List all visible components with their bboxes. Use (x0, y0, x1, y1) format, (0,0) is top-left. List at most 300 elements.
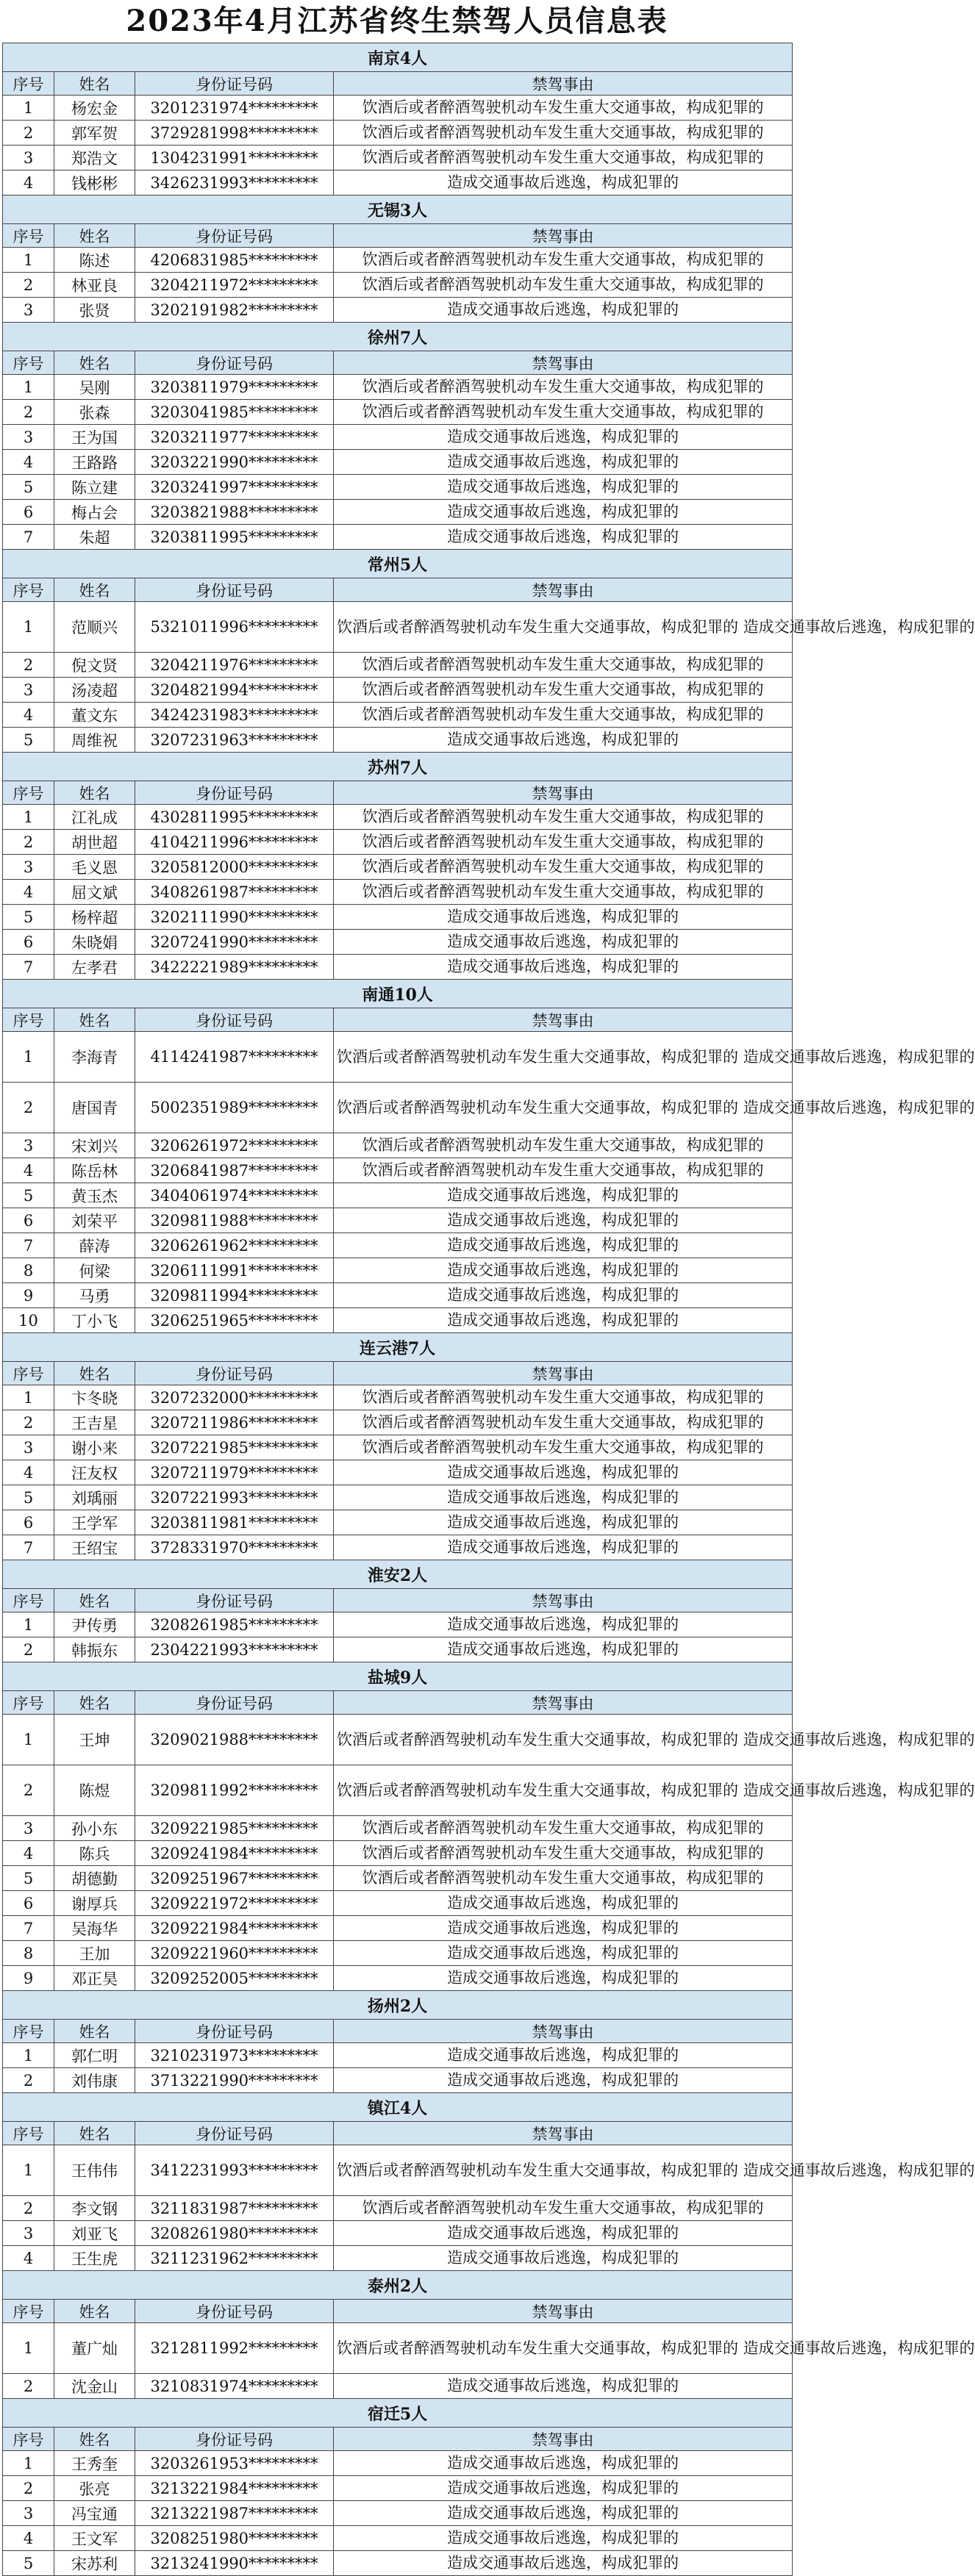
cell-reason: 造成交通事故后逃逸，构成犯罪的 (334, 450, 793, 475)
table-row (3, 2476, 793, 2501)
cell-id-number: 1304231991********* (135, 146, 334, 171)
city-header-row (3, 2271, 793, 2300)
cell-index: 4 (3, 1460, 54, 1485)
cell-name: 沈金山 (54, 2374, 135, 2399)
page-title: 2023年4月江苏省终生禁驾人员信息表 (126, 4, 668, 38)
column-header-name: 姓名 (54, 72, 135, 96)
column-header-id: 身份证号码 (135, 351, 334, 375)
table-row (3, 1841, 793, 1866)
cell-index: 4 (3, 1841, 54, 1866)
cell-index: 3 (3, 855, 54, 880)
table-row (3, 2551, 793, 2576)
table-row (3, 1485, 793, 1510)
column-header-row (3, 2428, 793, 2451)
table-row (3, 248, 793, 273)
cell-reason: 造成交通事故后逃逸，构成犯罪的 (334, 2068, 793, 2093)
column-header-row (3, 72, 793, 96)
cell-id-number: 3203811995********* (135, 525, 334, 550)
cell-index: 4 (3, 703, 54, 728)
cell-reason: 饮酒后或者醉酒驾驶机动车发生重大交通事故，构成犯罪的 (334, 1841, 793, 1866)
table-row (3, 121, 793, 146)
column-header-reason: 禁驾事由 (334, 1589, 793, 1612)
cell-name: 江礼成 (54, 805, 135, 830)
city-header-row (3, 1662, 793, 1691)
cell-name: 屈文斌 (54, 880, 135, 905)
cell-index: 5 (3, 1866, 54, 1891)
cell-name: 薛涛 (54, 1233, 135, 1258)
table-row (3, 955, 793, 980)
cell-id-number: 3209241984********* (135, 1841, 334, 1866)
table-row (3, 1510, 793, 1535)
cell-id-number: 3213241990********* (135, 2551, 334, 2576)
cell-name: 陈兵 (54, 1841, 135, 1866)
column-header-index: 序号 (3, 1008, 54, 1032)
cell-id-number: 3204821994********* (135, 678, 334, 703)
table-row (3, 1183, 793, 1208)
column-header-reason: 禁驾事由 (334, 2122, 793, 2145)
column-header-row (3, 578, 793, 602)
column-header-row (3, 781, 793, 805)
cell-id-number: 3204211976********* (135, 653, 334, 678)
city-header-row (3, 2093, 793, 2122)
cell-reason: 饮酒后或者醉酒驾驶机动车发生重大交通事故，构成犯罪的 (334, 653, 793, 678)
cell-id-number: 3206261962********* (135, 1233, 334, 1258)
cell-id-number: 3213221987********* (135, 2501, 334, 2526)
cell-id-number: 3209021988********* (135, 1715, 334, 1765)
table-row (3, 1535, 793, 1560)
cell-index: 1 (3, 2043, 54, 2068)
cell-id-number: 3206261972********* (135, 1133, 334, 1158)
cell-index: 1 (3, 2451, 54, 2476)
cell-name: 谢厚兵 (54, 1891, 135, 1916)
cell-index: 2 (3, 2374, 54, 2399)
column-header-row (3, 224, 793, 248)
cell-reason: 饮酒后或者醉酒驾驶机动车发生重大交通事故，构成犯罪的 (334, 375, 793, 400)
cell-name: 冯宝通 (54, 2501, 135, 2526)
city-header-row (3, 980, 793, 1008)
table-row (3, 2221, 793, 2246)
cell-reason: 造成交通事故后逃逸，构成犯罪的 (334, 2476, 793, 2501)
cell-id-number: 3207211986********* (135, 1410, 334, 1435)
cell-reason: 造成交通事故后逃逸，构成犯罪的 (334, 1283, 793, 1308)
cell-id-number: 5002351989********* (135, 1083, 334, 1133)
city-header-row (3, 43, 793, 72)
cell-index: 2 (3, 2068, 54, 2093)
cell-reason: 饮酒后或者醉酒驾驶机动车发生重大交通事故，构成犯罪的 (334, 855, 793, 880)
cell-id-number: 3213221984********* (135, 2476, 334, 2501)
table-row (3, 2068, 793, 2093)
cell-index: 9 (3, 1283, 54, 1308)
table-row (3, 2374, 793, 2399)
column-header-id: 身份证号码 (135, 1691, 334, 1715)
cell-id-number: 2304221993********* (135, 1637, 334, 1662)
table-row (3, 2451, 793, 2476)
cell-reason: 饮酒后或者醉酒驾驶机动车发生重大交通事故，构成犯罪的 (334, 1866, 793, 1891)
table-row (3, 805, 793, 830)
cell-name: 汤凌超 (54, 678, 135, 703)
cell-id-number: 3212811992********* (135, 2323, 334, 2374)
cell-index: 7 (3, 955, 54, 980)
table-row (3, 2246, 793, 2271)
table-row (3, 1283, 793, 1308)
cell-index: 6 (3, 1510, 54, 1535)
table-row (3, 2526, 793, 2551)
table-row (3, 475, 793, 500)
cell-id-number: 3205812000********* (135, 855, 334, 880)
cell-name: 宋刘兴 (54, 1133, 135, 1158)
cell-index: 1 (3, 1612, 54, 1637)
cell-id-number: 4206831985********* (135, 248, 334, 273)
cell-index: 5 (3, 1183, 54, 1208)
cell-reason: 造成交通事故后逃逸，构成犯罪的 (334, 905, 793, 930)
cell-index: 6 (3, 500, 54, 525)
cell-name: 王秀奎 (54, 2451, 135, 2476)
cell-id-number: 3208261985********* (135, 1612, 334, 1637)
cell-name: 刘伟康 (54, 2068, 135, 2093)
table-body (3, 43, 975, 2576)
cell-id-number: 3207231963********* (135, 728, 334, 753)
cell-index: 1 (3, 1385, 54, 1410)
city-name: 徐州7人 (3, 323, 793, 351)
cell-index: 2 (3, 273, 54, 298)
cell-id-number: 3207232000********* (135, 1385, 334, 1410)
cell-name: 王伟伟 (54, 2145, 135, 2196)
column-header-row (3, 2122, 793, 2145)
city-header-row (3, 195, 793, 224)
cell-reason: 造成交通事故后逃逸，构成犯罪的 (334, 1258, 793, 1283)
table-row (3, 1410, 793, 1435)
table-row (3, 171, 793, 195)
cell-reason: 饮酒后或者醉酒驾驶机动车发生重大交通事故，构成犯罪的 (334, 830, 793, 855)
column-header-row (3, 351, 793, 375)
cell-id-number: 3209811994********* (135, 1283, 334, 1308)
column-header-name: 姓名 (54, 2428, 135, 2451)
column-header-name: 姓名 (54, 1008, 135, 1032)
cell-name: 王生虎 (54, 2246, 135, 2271)
cell-name: 董文东 (54, 703, 135, 728)
cell-index: 7 (3, 525, 54, 550)
cell-index: 6 (3, 1208, 54, 1233)
column-header-reason: 禁驾事由 (334, 1362, 793, 1385)
cell-id-number: 3207241990********* (135, 930, 334, 955)
column-header-id: 身份证号码 (135, 2122, 334, 2145)
cell-reason: 饮酒后或者醉酒驾驶机动车发生重大交通事故，构成犯罪的 (334, 273, 793, 298)
cell-reason: 饮酒后或者醉酒驾驶机动车发生重大交通事故，构成犯罪的 (334, 880, 793, 905)
cell-name: 唐国青 (54, 1083, 135, 1133)
cell-id-number: 3209221972********* (135, 1891, 334, 1916)
city-name: 泰州2人 (3, 2271, 793, 2300)
cell-reason: 饮酒后或者醉酒驾驶机动车发生重大交通事故，构成犯罪的 (334, 1816, 793, 1841)
column-header-name: 姓名 (54, 224, 135, 248)
column-header-index: 序号 (3, 578, 54, 602)
cell-name: 王坤 (54, 1715, 135, 1765)
column-header-reason: 禁驾事由 (334, 578, 793, 602)
cell-reason: 饮酒后或者醉酒驾驶机动车发生重大交通事故，构成犯罪的 造成交通事故后逃逸，构成犯罪的 (334, 2323, 793, 2374)
cell-reason: 饮酒后或者醉酒驾驶机动车发生重大交通事故，构成犯罪的 (334, 248, 793, 273)
city-name: 无锡3人 (3, 195, 793, 224)
table-row (3, 1133, 793, 1158)
cell-name: 毛义恩 (54, 855, 135, 880)
column-header-reason: 禁驾事由 (334, 351, 793, 375)
table-row (3, 2145, 793, 2196)
cell-name: 张亮 (54, 2476, 135, 2501)
cell-id-number: 4302811995********* (135, 805, 334, 830)
cell-name: 林亚良 (54, 273, 135, 298)
table-row (3, 930, 793, 955)
cell-id-number: 3728331970********* (135, 1535, 334, 1560)
column-header-reason: 禁驾事由 (334, 2300, 793, 2323)
cell-id-number: 3203241997********* (135, 475, 334, 500)
cell-name: 郭仁明 (54, 2043, 135, 2068)
column-header-row (3, 1589, 793, 1612)
cell-index: 2 (3, 653, 54, 678)
column-header-row (3, 1691, 793, 1715)
column-header-index: 序号 (3, 2020, 54, 2043)
table-row (3, 96, 793, 121)
column-header-id: 身份证号码 (135, 2300, 334, 2323)
table-row (3, 2196, 793, 2221)
city-name: 南京4人 (3, 43, 793, 72)
cell-reason: 饮酒后或者醉酒驾驶机动车发生重大交通事故，构成犯罪的 (334, 121, 793, 146)
cell-index: 4 (3, 450, 54, 475)
cell-name: 吴刚 (54, 375, 135, 400)
cell-reason: 造成交通事故后逃逸，构成犯罪的 (334, 1208, 793, 1233)
cell-name: 郑浩文 (54, 146, 135, 171)
cell-id-number: 3203821988********* (135, 500, 334, 525)
cell-index: 3 (3, 1816, 54, 1841)
cell-index: 1 (3, 248, 54, 273)
cell-name: 刘亚飞 (54, 2221, 135, 2246)
column-header-reason: 禁驾事由 (334, 781, 793, 805)
cell-reason: 饮酒后或者醉酒驾驶机动车发生重大交通事故，构成犯罪的 (334, 2196, 793, 2221)
table-row (3, 1233, 793, 1258)
cell-reason: 造成交通事故后逃逸，构成犯罪的 (334, 298, 793, 323)
cell-name: 刘荣平 (54, 1208, 135, 1233)
table-row (3, 525, 793, 550)
column-header-index: 序号 (3, 2428, 54, 2451)
cell-reason: 造成交通事故后逃逸，构成犯罪的 (334, 1233, 793, 1258)
cell-reason: 饮酒后或者醉酒驾驶机动车发生重大交通事故，构成犯罪的 (334, 146, 793, 171)
cell-reason: 饮酒后或者醉酒驾驶机动车发生重大交通事故，构成犯罪的 造成交通事故后逃逸，构成犯罪的 (334, 2145, 793, 2196)
city-name: 连云港7人 (3, 1333, 793, 1362)
cell-reason: 饮酒后或者醉酒驾驶机动车发生重大交通事故，构成犯罪的 (334, 703, 793, 728)
cell-reason: 饮酒后或者醉酒驾驶机动车发生重大交通事故，构成犯罪的 (334, 1133, 793, 1158)
cell-index: 1 (3, 2323, 54, 2374)
cell-name: 周维祝 (54, 728, 135, 753)
table-row (3, 1637, 793, 1662)
cell-index: 2 (3, 1083, 54, 1133)
cell-name: 刘瑀丽 (54, 1485, 135, 1510)
cell-name: 吴海华 (54, 1916, 135, 1941)
cell-name: 尹传勇 (54, 1612, 135, 1637)
cell-name: 陈述 (54, 248, 135, 273)
cell-name: 陈立建 (54, 475, 135, 500)
cell-id-number: 3203811979********* (135, 375, 334, 400)
city-header-row (3, 1991, 793, 2020)
city-header-row (3, 753, 793, 781)
cell-name: 王学军 (54, 1510, 135, 1535)
cell-reason: 饮酒后或者醉酒驾驶机动车发生重大交通事故，构成犯罪的 造成交通事故后逃逸，构成犯罪的 (334, 1715, 793, 1765)
cell-reason: 造成交通事故后逃逸，构成犯罪的 (334, 2451, 793, 2476)
city-name: 苏州7人 (3, 753, 793, 781)
table-row (3, 1765, 793, 1816)
cell-index: 8 (3, 1258, 54, 1283)
column-header-name: 姓名 (54, 2122, 135, 2145)
cell-index: 8 (3, 1941, 54, 1966)
cell-id-number: 3203221990********* (135, 450, 334, 475)
cell-id-number: 3201231974********* (135, 96, 334, 121)
table-row (3, 880, 793, 905)
cell-index: 7 (3, 1535, 54, 1560)
cell-index: 1 (3, 2145, 54, 2196)
cell-reason: 造成交通事故后逃逸，构成犯罪的 (334, 1535, 793, 1560)
table-row (3, 830, 793, 855)
cell-id-number: 3404061974********* (135, 1183, 334, 1208)
cell-id-number: 3206841987********* (135, 1158, 334, 1183)
cell-reason: 造成交通事故后逃逸，构成犯罪的 (334, 1916, 793, 1941)
cell-id-number: 3208251980********* (135, 2526, 334, 2551)
cell-index: 3 (3, 1435, 54, 1460)
cell-name: 王为国 (54, 425, 135, 450)
cell-id-number: 3207221985********* (135, 1435, 334, 1460)
city-header-row (3, 1560, 793, 1589)
cell-index: 2 (3, 1410, 54, 1435)
cell-name: 丁小飞 (54, 1308, 135, 1333)
cell-index: 1 (3, 1032, 54, 1083)
cell-index: 1 (3, 1715, 54, 1765)
cell-id-number: 3424231983********* (135, 703, 334, 728)
cell-reason: 造成交通事故后逃逸，构成犯罪的 (334, 2501, 793, 2526)
cell-id-number: 3209221985********* (135, 1816, 334, 1841)
cell-reason: 造成交通事故后逃逸，构成犯罪的 (334, 1183, 793, 1208)
cell-reason: 造成交通事故后逃逸，构成犯罪的 (334, 930, 793, 955)
cell-name: 宋苏利 (54, 2551, 135, 2576)
table-row (3, 1460, 793, 1485)
cell-index: 4 (3, 2526, 54, 2551)
column-header-id: 身份证号码 (135, 2020, 334, 2043)
cell-name: 范顺兴 (54, 602, 135, 653)
cell-name: 陈煜 (54, 1765, 135, 1816)
cell-reason: 饮酒后或者醉酒驾驶机动车发生重大交通事故，构成犯罪的 (334, 1435, 793, 1460)
cell-index: 3 (3, 1133, 54, 1158)
cell-index: 2 (3, 2196, 54, 2221)
table-row (3, 2501, 793, 2526)
cell-reason: 造成交通事故后逃逸，构成犯罪的 (334, 2221, 793, 2246)
cell-id-number: 3207211979********* (135, 1460, 334, 1485)
column-header-reason: 禁驾事由 (334, 1008, 793, 1032)
cell-name: 李文钢 (54, 2196, 135, 2221)
city-name: 扬州2人 (3, 1991, 793, 2020)
table-row (3, 1385, 793, 1410)
cell-index: 6 (3, 930, 54, 955)
table-row (3, 375, 793, 400)
cell-id-number: 3204211972********* (135, 273, 334, 298)
cell-name: 陈岳林 (54, 1158, 135, 1183)
column-header-id: 身份证号码 (135, 72, 334, 96)
table-row (3, 1032, 793, 1083)
cell-reason: 饮酒后或者醉酒驾驶机动车发生重大交通事故，构成犯罪的 (334, 1158, 793, 1183)
column-header-row (3, 2020, 793, 2043)
cell-name: 左孝君 (54, 955, 135, 980)
cell-index: 4 (3, 2246, 54, 2271)
cell-index: 2 (3, 830, 54, 855)
cell-reason: 造成交通事故后逃逸，构成犯罪的 (334, 425, 793, 450)
cell-index: 5 (3, 1485, 54, 1510)
cell-reason: 造成交通事故后逃逸，构成犯罪的 (334, 2043, 793, 2068)
column-header-index: 序号 (3, 1691, 54, 1715)
cell-id-number: 3426231993********* (135, 171, 334, 195)
cell-id-number: 3412231993********* (135, 2145, 334, 2196)
table-row (3, 1891, 793, 1916)
column-header-name: 姓名 (54, 578, 135, 602)
cell-index: 2 (3, 1765, 54, 1816)
cell-reason: 造成交通事故后逃逸，构成犯罪的 (334, 1891, 793, 1916)
cell-name: 杨宏金 (54, 96, 135, 121)
cell-reason: 造成交通事故后逃逸，构成犯罪的 (334, 525, 793, 550)
cell-reason: 造成交通事故后逃逸，构成犯罪的 (334, 1941, 793, 1966)
table-row (3, 1158, 793, 1183)
cell-name: 汪友权 (54, 1460, 135, 1485)
cell-id-number: 3208261980********* (135, 2221, 334, 2246)
column-header-reason: 禁驾事由 (334, 72, 793, 96)
cell-id-number: 3209251967********* (135, 1866, 334, 1891)
column-header-row (3, 1008, 793, 1032)
cell-id-number: 3209221960********* (135, 1941, 334, 1966)
cell-reason: 造成交通事故后逃逸，构成犯罪的 (334, 1637, 793, 1662)
column-header-id: 身份证号码 (135, 224, 334, 248)
table-row (3, 450, 793, 475)
cell-reason: 饮酒后或者醉酒驾驶机动车发生重大交通事故，构成犯罪的 造成交通事故后逃逸，构成犯罪的 (334, 1032, 793, 1083)
table-row (3, 1715, 793, 1765)
column-header-id: 身份证号码 (135, 578, 334, 602)
cell-index: 4 (3, 171, 54, 195)
city-header-row (3, 550, 793, 578)
cell-index: 2 (3, 1637, 54, 1662)
column-header-reason: 禁驾事由 (334, 2020, 793, 2043)
city-name: 宿迁5人 (3, 2399, 793, 2428)
city-header-row (3, 1333, 793, 1362)
cell-name: 邓正昊 (54, 1966, 135, 1991)
cell-name: 黄玉杰 (54, 1183, 135, 1208)
cell-reason: 饮酒后或者醉酒驾驶机动车发生重大交通事故，构成犯罪的 (334, 1385, 793, 1410)
column-header-index: 序号 (3, 2122, 54, 2145)
column-header-id: 身份证号码 (135, 1008, 334, 1032)
table-row (3, 1208, 793, 1233)
cell-reason: 造成交通事故后逃逸，构成犯罪的 (334, 728, 793, 753)
table-row (3, 500, 793, 525)
column-header-row (3, 1362, 793, 1385)
table-row (3, 146, 793, 171)
city-name: 南通10人 (3, 980, 793, 1008)
cell-id-number: 3202111990********* (135, 905, 334, 930)
cell-reason: 饮酒后或者醉酒驾驶机动车发生重大交通事故，构成犯罪的 (334, 678, 793, 703)
table-row (3, 1308, 793, 1333)
city-name: 盐城9人 (3, 1662, 793, 1691)
cell-id-number: 3206111991********* (135, 1258, 334, 1283)
cell-reason: 饮酒后或者醉酒驾驶机动车发生重大交通事故，构成犯罪的 (334, 400, 793, 425)
cell-name: 王文军 (54, 2526, 135, 2551)
table-row (3, 728, 793, 753)
cell-id-number: 3203261953********* (135, 2451, 334, 2476)
cell-reason: 造成交通事故后逃逸，构成犯罪的 (334, 1460, 793, 1485)
column-header-index: 序号 (3, 1362, 54, 1385)
table-row (3, 678, 793, 703)
column-header-index: 序号 (3, 1589, 54, 1612)
column-header-index: 序号 (3, 72, 54, 96)
cell-reason: 造成交通事故后逃逸，构成犯罪的 (334, 955, 793, 980)
cell-index: 4 (3, 1158, 54, 1183)
cell-id-number: 3203211977********* (135, 425, 334, 450)
